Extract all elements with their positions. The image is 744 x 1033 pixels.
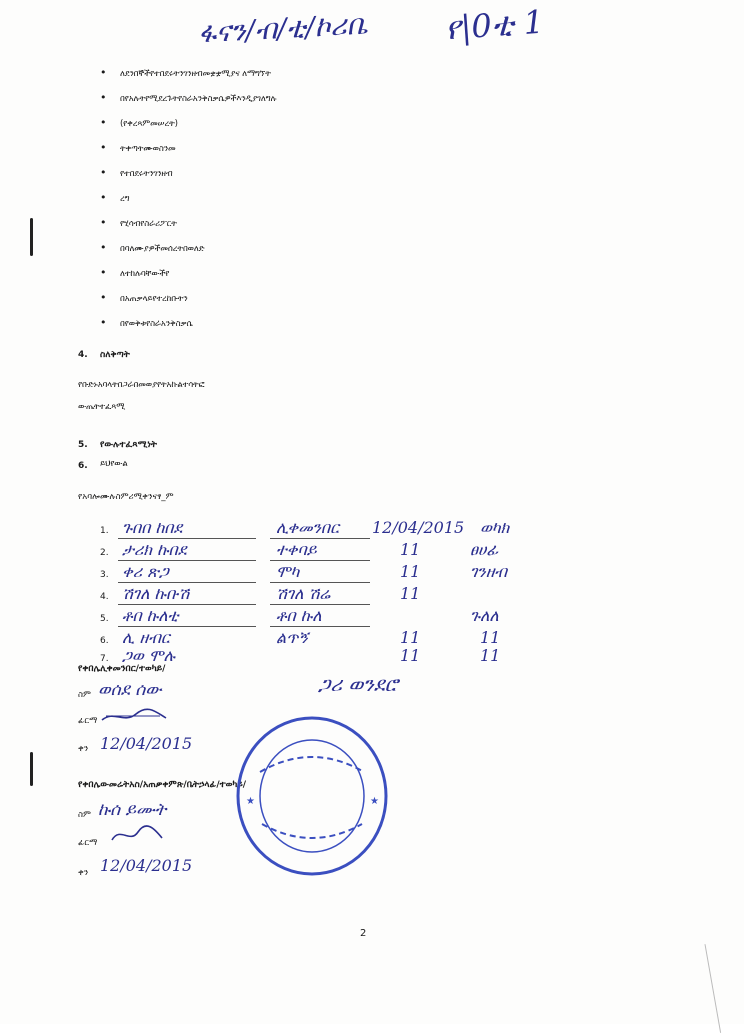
signatory-sign: 11 <box>480 646 501 665</box>
page-number: 2 <box>360 928 367 939</box>
row-number: 4. <box>100 592 109 602</box>
receiver1-name-field <box>78 690 91 700</box>
name-line <box>118 604 256 605</box>
name-label: ስም <box>78 690 92 700</box>
bullet-item: • በባለሙያዎችመሰረትበወለድ <box>100 243 680 255</box>
receiver2-date-value: 12/04/2015 <box>100 856 193 875</box>
receiver2-name-value: ኩሰ ይሙት <box>98 800 167 820</box>
signatory-date: 11 <box>400 584 421 603</box>
signatory-date: 11 <box>400 646 421 665</box>
receiver2-date-field <box>78 868 88 878</box>
name-line <box>118 626 256 627</box>
signatory-role: ልጥኝ <box>276 628 308 647</box>
receiver2-signature <box>108 824 168 846</box>
sign-label: ፊርማ <box>78 716 98 726</box>
section-4-body-line1: የቡድኑአባላትበጋራበመወያየትአኩልተሳትፎ <box>78 380 205 390</box>
signatory-role: ቶበ ኩለ <box>276 606 322 625</box>
row-number: 5. <box>100 614 109 624</box>
margin-mark <box>30 752 33 786</box>
signatory-role: ተቀባይ <box>276 540 317 559</box>
row-number: 3. <box>100 570 109 580</box>
receiver1-date-value: 12/04/2015 <box>100 734 193 753</box>
role-line <box>270 626 370 627</box>
signatory-name: ቀሪ ጽጋ <box>122 562 169 581</box>
receiver2-heading: የቀበሌውመሬትአስ/አጠቃቀምጽ/ቤትኃላፊ/ተወካይ/ <box>78 780 247 790</box>
svg-text:★: ★ <box>246 796 255 807</box>
bullet-item: • በየአሉትየሚደረጉትየስራአንቅስቃሴዎችእንዲያገለግሉ <box>100 93 680 105</box>
receiver1-heading: የቀበሌሊቀመንበር/ተወካይ/ <box>78 664 166 674</box>
date-label: ቀን <box>78 868 89 878</box>
signatory-date: 11 <box>400 628 421 647</box>
section-5-title: የውሉተፈጻሚነት <box>100 440 157 450</box>
signatory-date: 11 <box>400 562 421 581</box>
signatory-name: ሊ ዘብር <box>122 628 170 647</box>
bullet-item: • ለደንበኞችየተበደሩትንገንዘብመቋቋሚያና ለማግኘት <box>100 68 680 80</box>
name-line <box>118 560 256 561</box>
role-line <box>270 538 370 539</box>
signatory-role: ሊቀመንበር <box>276 518 339 537</box>
row-number: 6. <box>100 636 109 646</box>
signatory-sign: ገንዘብ <box>470 562 508 581</box>
signatories-heading: የአባሎሙሉስምሪሚቀንናፃ_ም <box>78 492 174 502</box>
signatory-date: 12/04/2015 <box>372 518 465 537</box>
signatory-sign: ወካክ <box>480 518 510 537</box>
bullet-item: • ትቀጣትሙወስንመ <box>100 143 680 155</box>
section-4-body-line2: ውጤትተፈጻሚ <box>78 402 126 412</box>
signatory-name: ታሪክ ኩበደ <box>122 540 187 559</box>
section-4-title: ስለቅጣት <box>100 350 130 360</box>
name-line <box>118 582 256 583</box>
bullet-list <box>100 68 680 343</box>
bullet-item: • በአጠቃላይየተረከቡትን <box>100 293 680 305</box>
name-label: ስም <box>78 810 92 820</box>
bullet-item: • የሂሳብየስራሪፖርት <box>100 218 680 230</box>
margin-mark <box>30 218 33 256</box>
receiver1-extra-handwriting: ጋሪ ወንደሮ <box>318 672 398 696</box>
signatory-name: ቶበ ኩለቲ <box>122 606 179 625</box>
role-line <box>270 560 370 561</box>
role-line <box>270 604 370 605</box>
receiver1-name-value: ወሰደ ሰው <box>98 680 162 700</box>
receiver1-sign-field <box>78 716 97 726</box>
section-6-text: ይህየውል <box>100 459 128 469</box>
section-4-number: 4. <box>78 350 88 360</box>
receiver2-sign-field <box>78 838 97 848</box>
signatory-row <box>100 648 570 672</box>
receiver1-signature <box>100 706 170 726</box>
signatory-sign: ጉለለ <box>470 606 499 625</box>
svg-text:★: ★ <box>370 796 379 807</box>
receiver2-name-field <box>78 810 91 820</box>
handwritten-number: የ|0ቲ 1 <box>443 2 546 48</box>
role-line <box>270 582 370 583</box>
bullet-item: • በየወቅቱየስራአንቅስቃሴ <box>100 318 680 330</box>
signatory-role: ሞካ <box>276 562 300 581</box>
signatory-sign: ፀሀፊ <box>470 540 499 559</box>
name-line <box>118 538 256 539</box>
section-5-number: 5. <box>78 440 88 450</box>
bullet-item: • ረግ <box>100 193 680 205</box>
row-number: 2. <box>100 548 109 558</box>
signatory-role: ሽገለ ሽሬ <box>276 584 331 603</box>
bullet-item: • (የቀረጻምመሠረት) <box>100 118 680 130</box>
signatory-sign: 11 <box>480 628 501 647</box>
section-6-number: 6. <box>78 461 88 471</box>
row-number: 7. <box>100 654 109 664</box>
date-label: ቀን <box>78 744 89 754</box>
signatory-name: ጋወ ሞሉ <box>122 646 175 665</box>
signatory-name: ሽገለ ኩቡሽ <box>122 584 190 603</box>
signatory-name: ጉበበ ከበደ <box>122 518 183 537</box>
bullet-item: • የተበደሩትንገንዘብ <box>100 168 680 180</box>
signatory-date: 11 <box>400 540 421 559</box>
row-number: 1. <box>100 526 109 536</box>
bullet-item: • ለተከሉባቸውችየ <box>100 268 680 280</box>
page-edge-shadow <box>704 937 744 1033</box>
handwritten-title: ፋናን/ብ/ቲ/ኮሪቤ <box>197 7 369 50</box>
sign-label: ፊርማ <box>78 838 98 848</box>
receiver1-date-field <box>78 744 88 754</box>
official-stamp <box>232 712 392 880</box>
